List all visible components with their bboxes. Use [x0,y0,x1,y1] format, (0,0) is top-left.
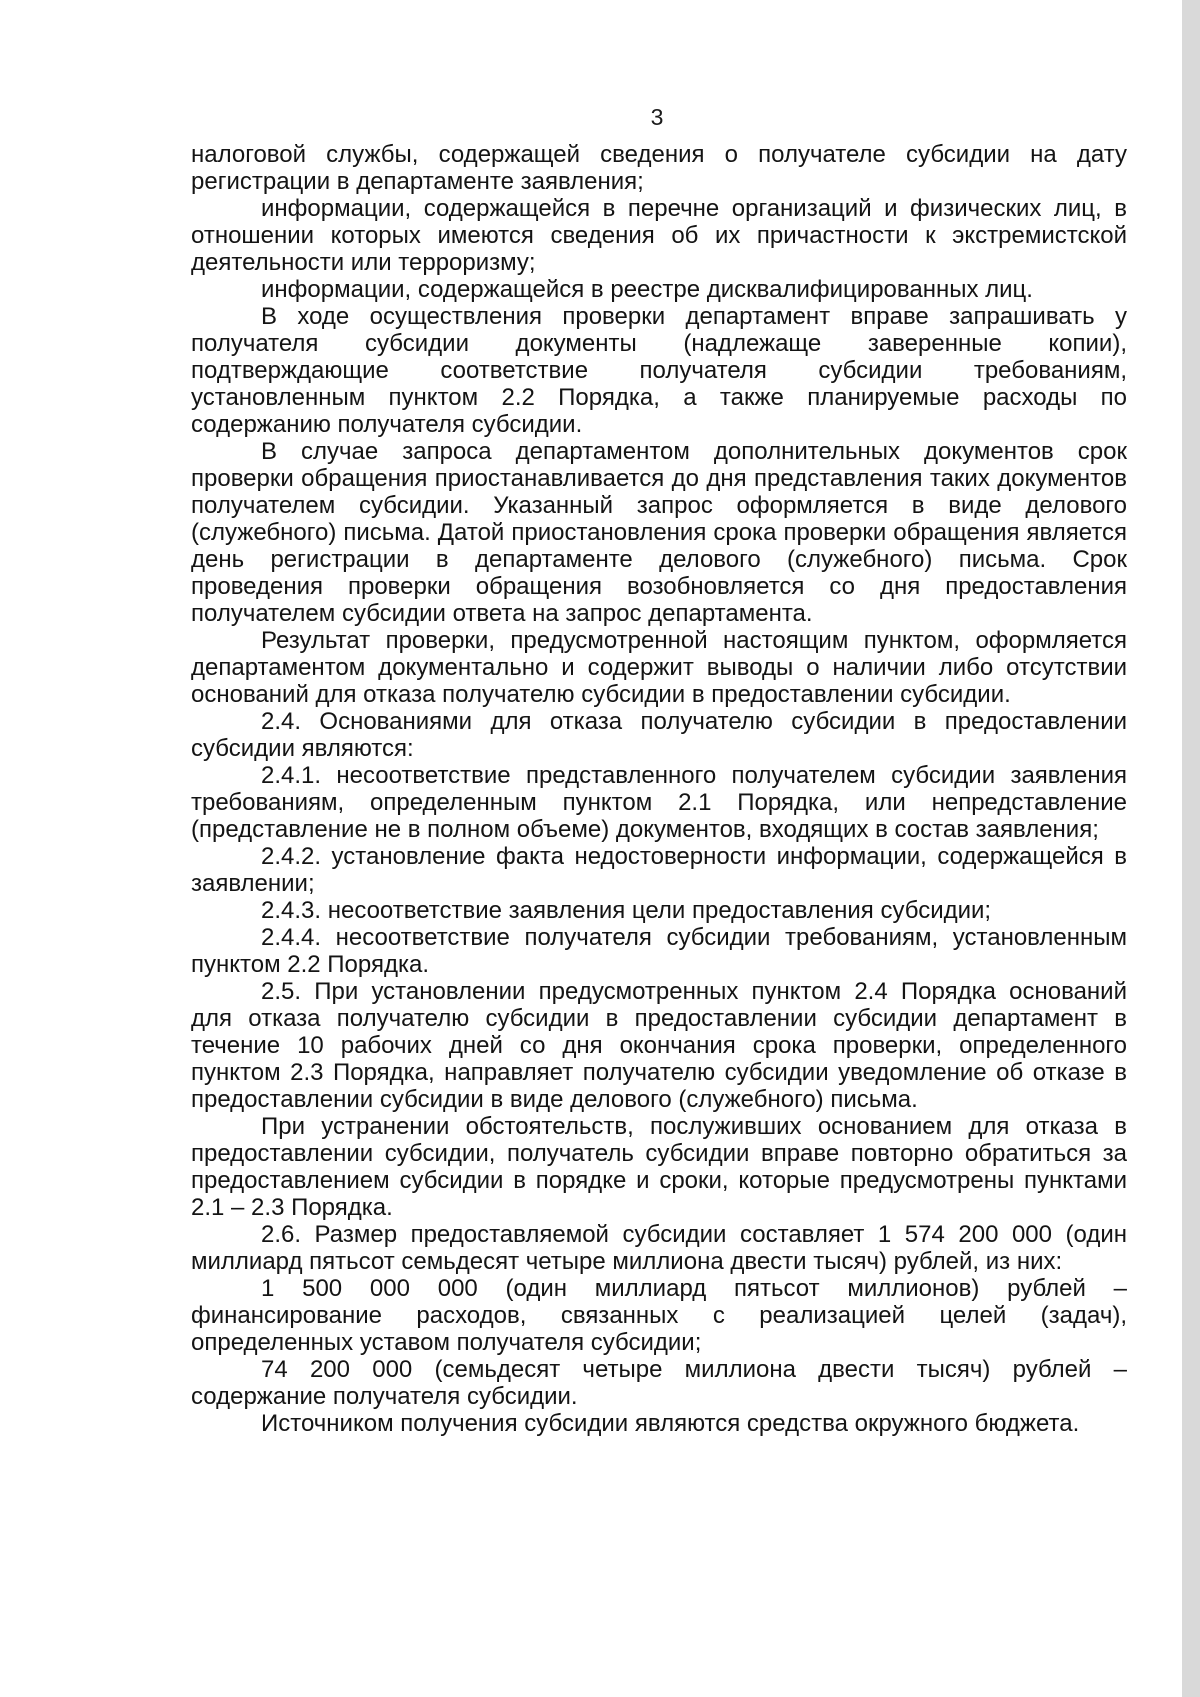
paragraph: информации, содержащейся в реестре дисквалифицированных лиц. [261,276,1033,303]
paragraph: 74 200 000 (семьдесят четыре миллиона двести тысяч) рублей – содержание получателя субсидии. [191,1356,1127,1410]
paragraph: В случае запроса департаментом дополнительных документов срок проверки обращения приостанавливается до дня представления таких документов получателем субсидии. Указанный запрос оформляется в виде делового (служебного) письма. Датой приостановления срока проверки обращения является день регистрации в департаменте делового (служебного) письма. Срок проведения проверки обращения возобновляется со дня предоставления получателем субсидии ответа на запрос департамента. [191,438,1127,627]
paragraph: 1 500 000 000 (один миллиард пятьсот миллионов) рублей – финансирование расходов, связанных с реализацией целей (задач), определенных уставом получателя субсидии; [191,1275,1127,1356]
paragraph: 2.4.3. несоответствие заявления цели предоставления субсидии; [261,897,992,924]
page-number: 3 [650,104,664,130]
paragraph: 2.5. При установлении предусмотренных пунктом 2.4 Порядка оснований для отказа получателю субсидии в предоставлении субсидии департамент в течение 10 рабочих дней со дня окончания срока проверки, определенного пунктом 2.3 Порядка, направляет получателю субсидии уведомление об отказе в предоставлении субсидии в виде делового (служебного) письма. [191,978,1127,1113]
paragraph: 2.4.4. несоответствие получателя субсидии требованиям, установленным пунктом 2.2 Порядка. [191,924,1127,978]
document-body [191,141,1127,1437]
paragraph: 2.4.2. установление факта недостоверности информации, содержащейся в заявлении; [191,843,1127,897]
paragraph: 2.4. Основаниями для отказа получателю субсидии в предоставлении субсидии являются: [191,708,1127,762]
paragraph: 2.4.1. несоответствие представленного получателем субсидии заявления требованиям, определенным пунктом 2.1 Порядка, или непредставление (представление не в полном объеме) документов, входящих в состав заявления; [191,762,1127,843]
paragraph: Источником получения субсидии являются средства окружного бюджета. [261,1410,1080,1437]
paragraph: В ходе осуществления проверки департамент вправе запрашивать у получателя субсидии документы (надлежаще заверенные копии), подтверждающие соответствие получателя субсидии требованиям, установленным пунктом 2.2 Порядка, а также планируемые расходы по содержанию получателя субсидии. [191,303,1127,438]
paragraph: Результат проверки, предусмотренной настоящим пунктом, оформляется департаментом документально и содержит выводы о наличии либо отсутствии оснований для отказа получателю субсидии в предоставлении субсидии. [191,627,1127,708]
paragraph: 2.6. Размер предоставляемой субсидии составляет 1 574 200 000 (один миллиард пятьсот семьдесят четыре миллиона двести тысяч) рублей, из них: [191,1221,1127,1275]
paragraph: При устранении обстоятельств, послуживших основанием для отказа в предоставлении субсидии, получатель субсидии вправе повторно обратиться за предоставлением субсидии в порядке и сроки, которые предусмотрены пунктами 2.1 – 2.3 Порядка. [191,1113,1127,1221]
paragraph: налоговой службы, содержащей сведения о получателе субсидии на дату регистрации в департаменте заявления; [191,141,1127,195]
paragraph: информации, содержащейся в перечне организаций и физических лиц, в отношении которых имеются сведения об их причастности к экстремистской деятельности или терроризму; [191,195,1127,276]
